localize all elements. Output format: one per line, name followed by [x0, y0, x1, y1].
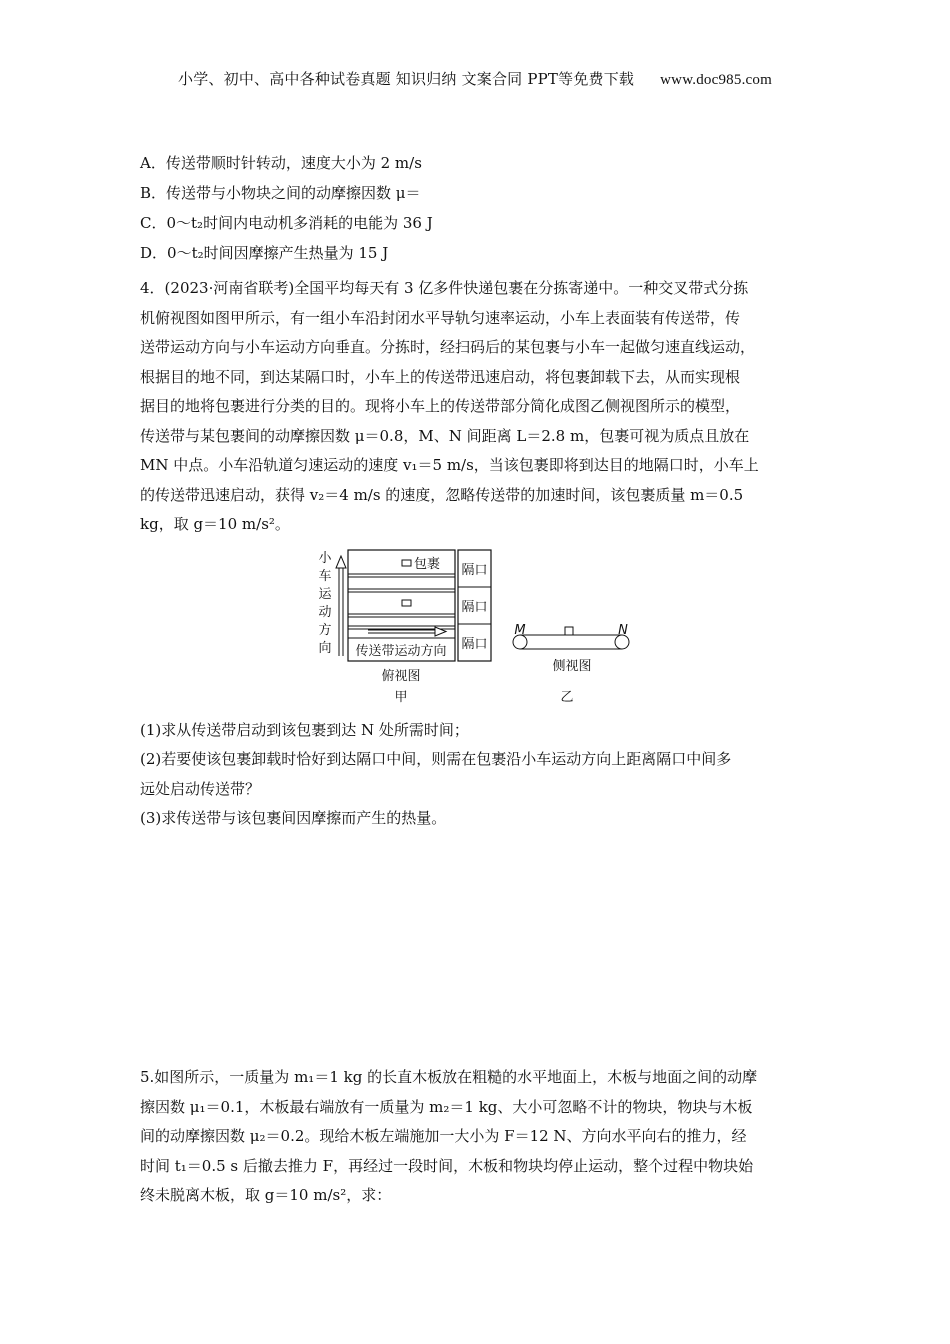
vertical-char: 运	[318, 587, 332, 602]
up-arrow-icon	[336, 556, 346, 656]
option-b: B．传送带与小物块之间的动摩擦因数 μ＝	[140, 184, 421, 202]
vertical-char: 小	[318, 551, 332, 566]
sorter-diagram	[310, 544, 640, 709]
point-m-label: M	[514, 623, 526, 638]
q4-line: kg，取 g＝10 m/s²。	[140, 515, 290, 533]
sorter-figure	[310, 544, 640, 709]
q4-line: 根据目的地不同，到达某隔口时，小车上的传送带迅速启动，将包裹卸载下去，从而实现根	[140, 367, 741, 386]
vertical-direction-label	[318, 551, 332, 656]
option-a: A．传送带顺时针转动，速度大小为 2 m/s	[140, 154, 422, 172]
top-view-caption: 俯视图	[381, 669, 421, 684]
q4-sub-questions	[140, 716, 820, 834]
q5-line: 时间 t₁＝0.5 s 后撤去推力 F，再经过一段时间，木板和物块均停止运动，整个过程中物块始	[140, 1156, 754, 1175]
question-content	[140, 150, 820, 834]
vertical-char: 车	[318, 569, 332, 584]
q4-line: 送带运动方向与小车运动方向垂直。分拣时，经扫码后的某包裹与小车一起做匀速直线运动，	[140, 338, 756, 356]
side-view-letter: 乙	[560, 690, 574, 705]
q4-line: 传送带与某包裹间的动摩擦因数 μ＝0.8，M、N 间距离 L＝2.8 m，包裹可视为质点且放在	[140, 426, 750, 445]
sub-question-2: (2)若要使该包裹卸载时恰好到达隔口中间，则需在包裹沿小车运动方向上距离隔口中间多	[140, 750, 732, 768]
option-c: C．0～t₂时间内电动机多消耗的电能为 36 J	[140, 214, 433, 232]
q4-line: 据目的地将包裹进行分类的目的。现将小车上的传送带部分简化成图乙侧视图所示的模型，	[140, 397, 741, 415]
package-icon	[565, 627, 573, 635]
q5-line: 擦因数 μ₁＝0.1，木板最右端放有一质量为 m₂＝1 kg、大小可忽略不计的物块，物块与木板	[140, 1097, 753, 1116]
vertical-char: 方	[318, 623, 332, 638]
package-icon	[402, 600, 411, 606]
q4-line: 的传送带迅速启动，获得 v₂＝4 m/s 的速度，忽略传送带的加速时间，该包裹质量 m＝0.5	[140, 485, 744, 504]
vertical-char: 动	[318, 605, 332, 620]
page-header	[0, 68, 950, 89]
side-view-belt	[513, 635, 629, 649]
sub-question-3: (3)求传送带与该包裹间因摩擦而产生的热量。	[140, 809, 447, 827]
gate-label: 隔口	[461, 563, 488, 578]
option-d: D．0～t₂时间因摩擦产生热量为 15 J	[140, 244, 389, 262]
question-4	[140, 274, 820, 540]
gate-label: 隔口	[461, 600, 488, 615]
q5-line: 终未脱离木板，取 g＝10 m/s²，求：	[140, 1186, 392, 1204]
sub-question-2-cont: 远处启动传送带？	[140, 779, 261, 798]
header-text: 小学、初中、高中各种试卷真题 知识归纳 文案合同 PPT等免费下载	[178, 70, 635, 88]
top-view-letter: 甲	[394, 690, 408, 705]
gate-label: 隔口	[461, 637, 488, 652]
package-icon	[402, 560, 411, 566]
q5-line: 5.如图所示，一质量为 m₁＝1 kg 的长直木板放在粗糙的水平地面上，木板与地面之间的动摩	[140, 1068, 758, 1086]
q4-line: MN 中点。小车沿轨道匀速运动的速度 v₁＝5 m/s，当该包裹即将到达目的地隔口时，小车上	[140, 456, 759, 474]
q4-line: 4．(2023·河南省联考)全国平均每天有 3 亿多件快递包裹在分拣寄递中。一种交叉带式分拣	[140, 279, 749, 297]
q5-line: 间的动摩擦因数 μ₂＝0.2。现给木板左端施加一大小为 F＝12 N、方向水平向右的推力，经	[140, 1127, 747, 1145]
package-label: 包裹	[414, 557, 441, 572]
side-view-caption: 侧视图	[552, 659, 592, 674]
question-5	[140, 1063, 820, 1211]
header-site: www.doc985.com	[660, 72, 772, 88]
vertical-char: 向	[318, 641, 332, 656]
belt-direction-label: 传送带运动方向	[355, 644, 447, 659]
q4-line: 机俯视图如图甲所示，有一组小车沿封闭水平导轨匀速率运动，小车上表面装有传送带，传	[140, 308, 741, 327]
sub-question-1: (1)求从传送带启动到该包裹到达 N 处所需时间；	[140, 720, 469, 739]
point-n-label: N	[618, 623, 628, 638]
